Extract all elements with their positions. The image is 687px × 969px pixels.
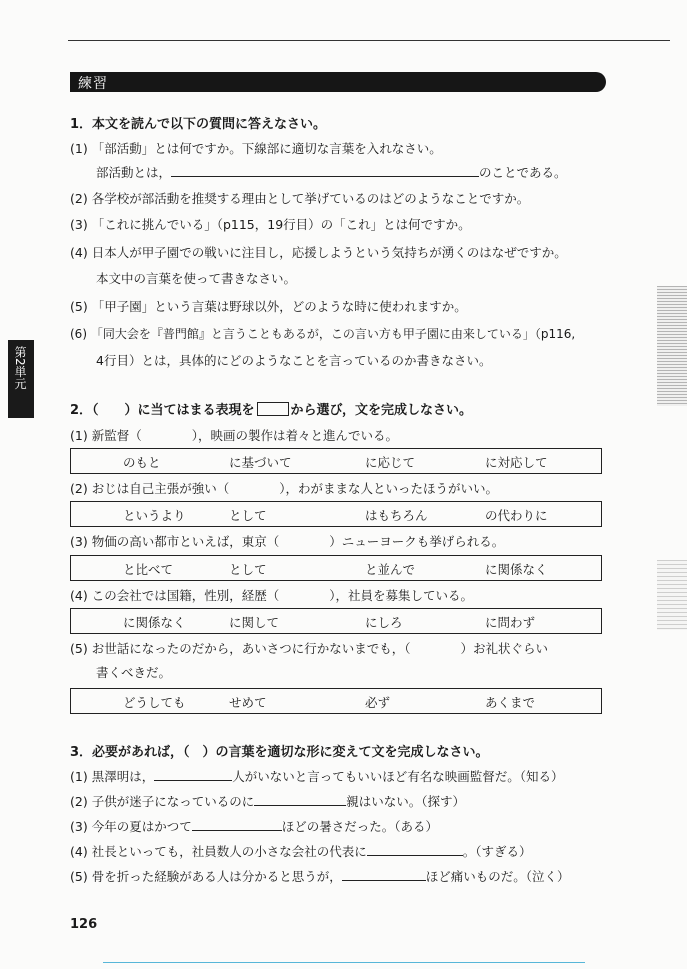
q3-item-1-after: 人がいないと言ってもいいほど有名な映画監督だ。（知る） xyxy=(232,769,564,784)
q2-item-5-option-2[interactable]: せめて xyxy=(229,695,267,710)
q3-item-5 xyxy=(70,868,569,886)
q2-item-2-options xyxy=(70,501,602,527)
q3-item-4 xyxy=(70,843,531,861)
q2-item-3-text: 物価の高い都市といえば，東京（ ）ニューヨークも挙げられる。 xyxy=(91,534,505,549)
q2-item-5-num: (5) xyxy=(70,641,88,656)
q1-item-2 xyxy=(70,190,529,208)
q2-item-4-text: この会社では国籍，性別，経歴（ ），社員を募集している。 xyxy=(91,588,473,603)
q2-item-5-option-3[interactable]: 必ず xyxy=(365,695,391,710)
q2-item-3-option-2[interactable]: として xyxy=(229,562,267,577)
q1-item-1-answer-prefix: 部活動とは， xyxy=(96,165,172,180)
q2-item-4-option-2[interactable]: に関して xyxy=(229,615,280,630)
q1-item-1-blank[interactable] xyxy=(171,164,479,177)
q2-heading-part-b: から選び，文を完成しなさい。 xyxy=(290,403,473,418)
q2-item-1-option-1[interactable]: のもと xyxy=(123,455,161,470)
q2-item-3-option-3[interactable]: と並んで xyxy=(365,562,416,577)
q2-item-2-option-2[interactable]: として xyxy=(229,508,267,523)
q2-item-2-option-4[interactable]: の代わりに xyxy=(485,508,548,523)
scan-edge-artifact xyxy=(657,286,687,406)
q2-item-1 xyxy=(70,427,398,445)
q2-item-1-option-4[interactable]: に対応して xyxy=(485,455,548,470)
q1-item-6-cont: 4行目）とは，具体的にどのようなことを言っているのか書きなさい。 xyxy=(96,353,492,368)
q2-item-2-option-1[interactable]: というより xyxy=(123,508,186,523)
q2-item-3 xyxy=(70,533,504,551)
q3-item-1-before: 黒澤明は， xyxy=(91,769,155,784)
q2-item-3-option-1[interactable]: と比べて xyxy=(123,562,174,577)
q3-item-4-blank[interactable] xyxy=(367,843,463,856)
q2-item-4-option-3[interactable]: にしろ xyxy=(365,615,403,630)
q1-item-6-num: (6) xyxy=(70,327,87,341)
q1-heading: 1．本文を読んで以下の質問に答えなさい。 xyxy=(70,117,327,132)
q2-item-3-option-4[interactable]: に関係なく xyxy=(485,562,548,577)
q2-item-2-option-3[interactable]: はもちろん xyxy=(365,508,428,523)
q1-item-1-text: 「部活動」とは何ですか。下線部に適切な言葉を入れなさい。 xyxy=(91,141,442,156)
q3-item-2-after: 親はいない。（探す） xyxy=(346,794,465,809)
q3-item-5-after: ほど痛いものだ。（泣く） xyxy=(425,869,570,884)
q1-item-4-num: (4) xyxy=(70,245,88,260)
q1-item-2-num: (2) xyxy=(70,191,88,206)
q2-item-3-num: (3) xyxy=(70,534,88,549)
q3-item-4-num: (4) xyxy=(70,844,88,859)
q1-item-4-text: 日本人が甲子園での戦いに注目し，応援しようという気持ちが湧くのはなぜですか。 xyxy=(91,245,567,260)
q2-item-5-text: お世話になったのだから，あいさつに行かないまでも，（ ）お礼状ぐらい xyxy=(91,641,548,656)
q2-item-1-option-3[interactable]: に応じて xyxy=(365,455,416,470)
q1-item-4-cont: 本文中の言葉を使って書きなさい。 xyxy=(96,271,297,286)
q2-item-4-option-4[interactable]: に問わず xyxy=(485,615,536,630)
q2-item-3-options xyxy=(70,555,602,581)
q3-item-1-num: (1) xyxy=(70,769,88,784)
q2-item-1-option-2[interactable]: に基づいて xyxy=(229,455,292,470)
q2-heading-box xyxy=(257,402,289,416)
top-rule xyxy=(68,40,670,41)
q2-item-5-option-1[interactable]: どうしても xyxy=(123,695,186,710)
unit-side-tab xyxy=(8,340,34,418)
q3-item-5-num: (5) xyxy=(70,869,88,884)
q2-item-4-num: (4) xyxy=(70,588,88,603)
q2-item-2-text: おじは自己主張が強い（ ），わがままな人といったほうがいい。 xyxy=(91,481,498,496)
q2-item-2 xyxy=(70,480,498,498)
bottom-rule xyxy=(103,962,585,963)
page-number: 126 xyxy=(70,917,98,932)
q2-item-1-text: 新監督（ ），映画の製作は着々と進んでいる。 xyxy=(91,428,398,443)
q1-item-3-num: (3) xyxy=(70,217,88,232)
q3-item-4-after: 。（すぎる） xyxy=(462,844,532,859)
q2-heading-part-a: 2．（ ）に当てはまる表現を xyxy=(70,403,255,418)
q2-item-5 xyxy=(70,640,548,658)
q3-item-5-before: 骨を折った経験がある人は分かると思うが， xyxy=(91,869,342,884)
q3-item-2-blank[interactable] xyxy=(254,793,346,806)
q1-item-1-num: (1) xyxy=(70,141,88,156)
q1-item-3-text: 「これに挑んでいる」（p115，19行目）の「これ」とは何ですか。 xyxy=(91,217,471,232)
q3-item-3-after: ほどの暑さだった。（ある） xyxy=(281,819,438,834)
q2-item-4-options xyxy=(70,608,602,634)
q1-item-1-answer xyxy=(96,164,567,182)
q1-item-4 xyxy=(70,244,567,262)
q2-item-4-option-1[interactable]: に関係なく xyxy=(123,615,186,630)
section-banner xyxy=(70,72,606,92)
q1-item-6 xyxy=(70,325,575,343)
q2-item-1-num: (1) xyxy=(70,428,88,443)
q3-item-3-before: 今年の夏はかつて xyxy=(91,819,192,834)
q3-item-2 xyxy=(70,793,465,811)
q2-item-2-num: (2) xyxy=(70,481,88,496)
q3-item-4-before: 社長といっても，社員数人の小さな会社の代表に xyxy=(91,844,367,859)
q1-item-6-text: 「同大会を『普門館』と言うこともあるが，この言い方も甲子園に由来している」（p116, xyxy=(90,327,576,341)
scan-edge-artifact xyxy=(657,560,687,630)
section-title: 練習 xyxy=(78,76,108,92)
q3-item-3-num: (3) xyxy=(70,819,88,834)
q3-item-5-blank[interactable] xyxy=(342,868,426,881)
q3-item-3 xyxy=(70,818,438,836)
q3-item-2-num: (2) xyxy=(70,794,88,809)
q1-item-5 xyxy=(70,298,467,316)
q3-item-1 xyxy=(70,768,563,786)
q2-item-1-options xyxy=(70,448,602,474)
unit-side-tab-label: 第2単元 xyxy=(13,346,27,390)
q1-item-1 xyxy=(70,140,442,158)
q1-item-1-answer-suffix: のことである。 xyxy=(479,165,567,180)
q3-item-2-before: 子供が迷子になっているのに xyxy=(91,794,255,809)
q3-item-3-blank[interactable] xyxy=(192,818,282,831)
q2-heading xyxy=(70,402,472,420)
q1-item-5-num: (5) xyxy=(70,299,88,314)
q3-heading: 3．必要があれば，（ ）の言葉を適切な形に変えて文を完成しなさい。 xyxy=(70,745,489,760)
q2-item-5-options xyxy=(70,688,602,714)
q2-item-5-option-4[interactable]: あくまで xyxy=(485,695,536,710)
q1-item-5-text: 「甲子園」という言葉は野球以外，どのような時に使われますか。 xyxy=(91,299,467,314)
q3-item-1-blank[interactable] xyxy=(154,768,232,781)
q1-item-2-text: 各学校が部活動を推奨する理由として挙げているのはどのようなことですか。 xyxy=(91,191,530,206)
q2-item-5-cont: 書くべきだ。 xyxy=(96,665,172,680)
q1-item-3 xyxy=(70,216,471,234)
q2-item-4 xyxy=(70,587,473,605)
